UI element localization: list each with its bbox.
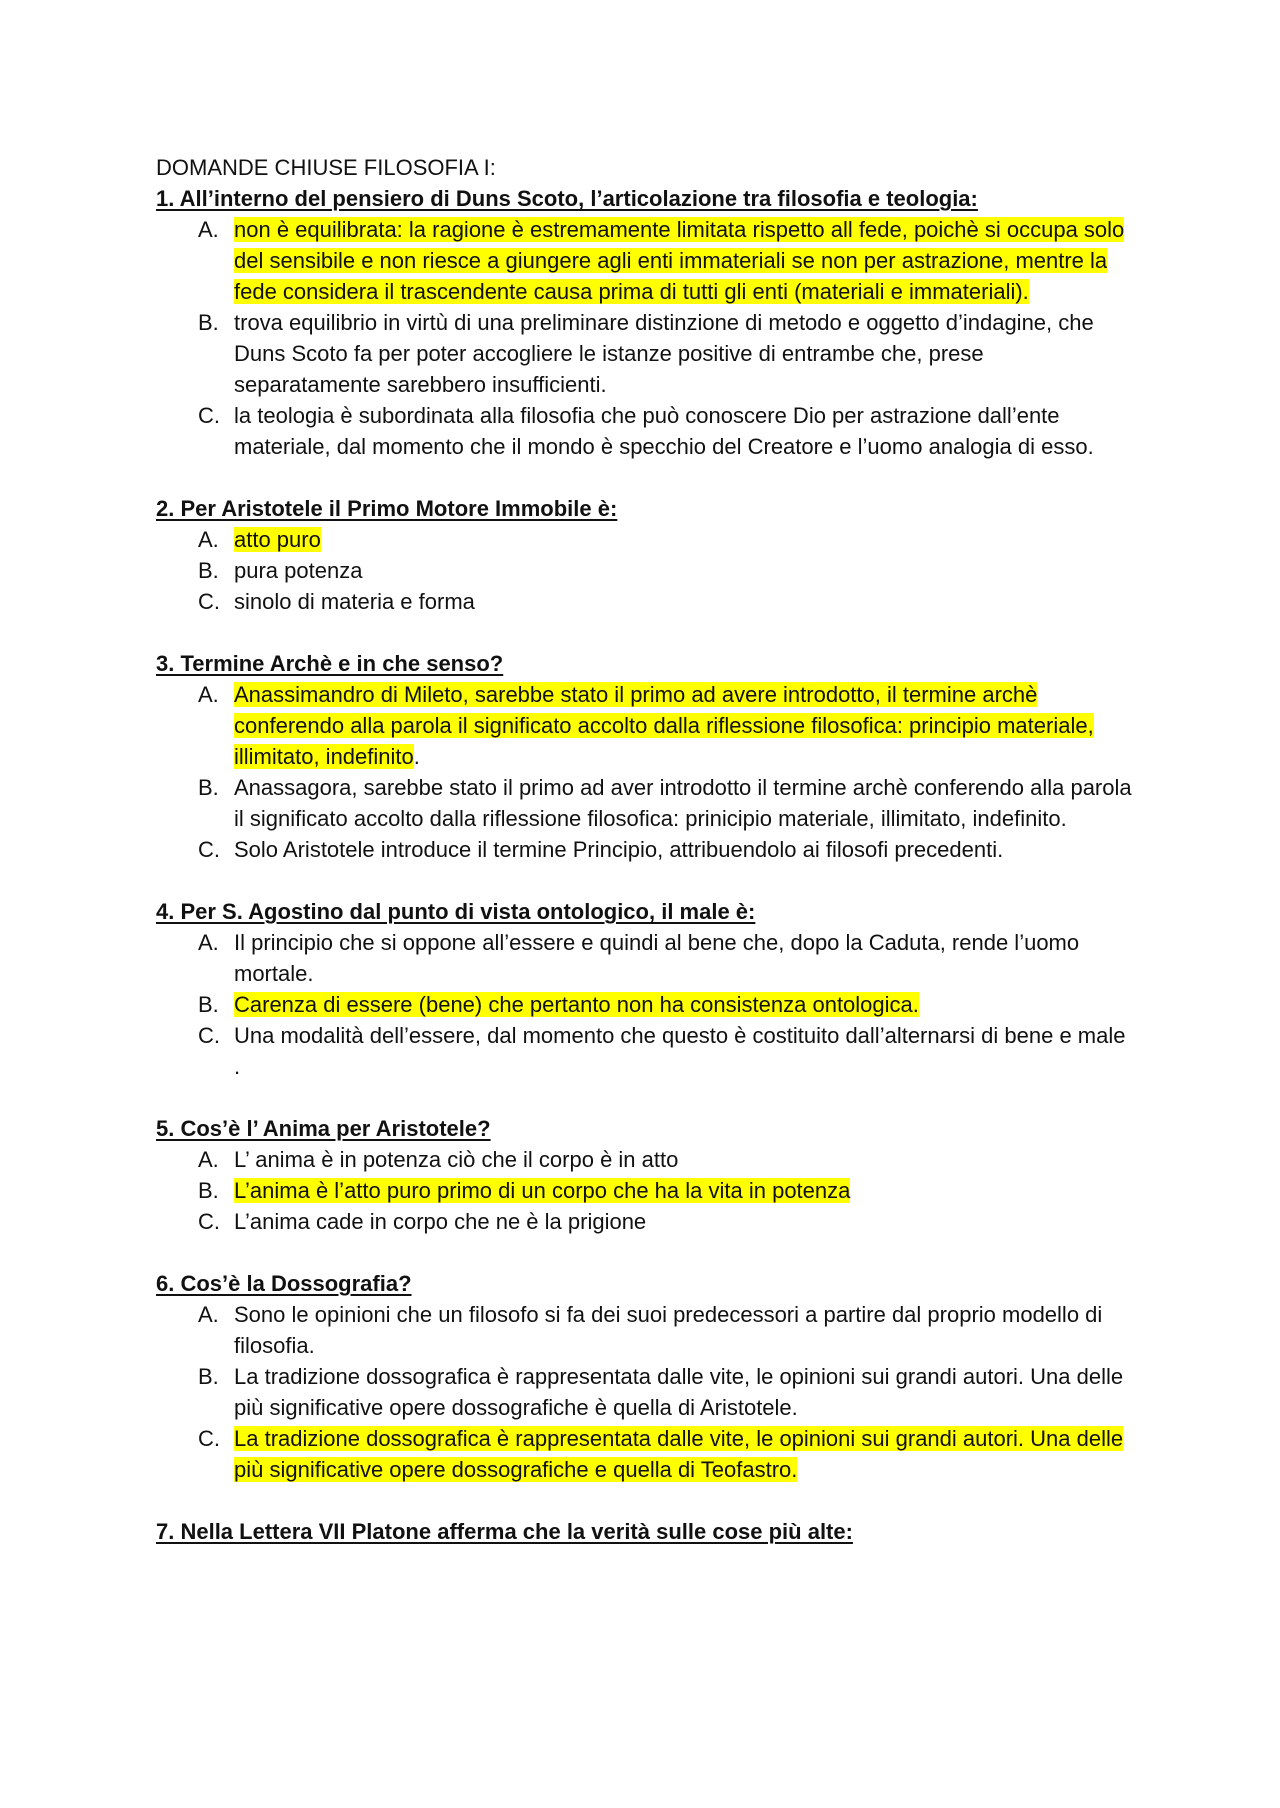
question-list bbox=[156, 183, 1136, 1547]
answer-option bbox=[156, 1206, 1136, 1237]
answer-option bbox=[156, 1144, 1136, 1175]
answer-option bbox=[156, 307, 1136, 400]
highlighted-answer: non è equilibrata: la ragione è estremamente limitata rispetto all fede, poichè si occupa solo del sensibile e non riesce a giungere agli enti immateriali se non per astrazione, mentre la fede considera il trascendente causa prima di tutti gli enti (materiali e immateriali). bbox=[234, 217, 1125, 304]
option-letter: A. bbox=[198, 930, 219, 955]
answer-option bbox=[156, 1299, 1136, 1361]
answer-option bbox=[156, 679, 1136, 772]
option-letter: B. bbox=[198, 992, 219, 1017]
option-letter: A. bbox=[198, 527, 219, 552]
answer-text: la teologia è subordinata alla filosofia che può conoscere Dio per astrazione dall’ente materiale, dal momento che il mondo è specchio del Creatore e l’uomo analogia di esso. bbox=[234, 403, 1094, 459]
question-title: 5. Cos’è l’ Anima per Aristotele? bbox=[156, 1116, 491, 1141]
option-letter: C. bbox=[198, 837, 220, 862]
question-title: 1. All’interno del pensiero di Duns Scoto, l’articolazione tra filosofia e teologia: bbox=[156, 186, 978, 211]
option-letter: B. bbox=[198, 775, 219, 800]
option-letter: A. bbox=[198, 1147, 219, 1172]
question-6 bbox=[156, 1268, 1136, 1485]
option-text bbox=[234, 1423, 1134, 1485]
answer-option bbox=[156, 400, 1136, 462]
option-letter: C. bbox=[198, 1023, 220, 1048]
option-text bbox=[234, 586, 1134, 617]
answer-text: La tradizione dossografica è rappresentata dalle vite, le opinioni sui grandi autori. Una delle più significative opere dossografiche è quella di Aristotele. bbox=[234, 1364, 1124, 1420]
option-text bbox=[234, 772, 1134, 834]
question-title: 4. Per S. Agostino dal punto di vista ontologico, il male è: bbox=[156, 899, 756, 924]
document-page bbox=[156, 152, 1136, 1547]
answer-option bbox=[156, 1361, 1136, 1423]
option-letter: C. bbox=[198, 1426, 220, 1451]
answer-text: Una modalità dell’essere, dal momento che questo è costituito dall’alternarsi di bene e male . bbox=[234, 1023, 1126, 1079]
answer-text: Il principio che si oppone all’essere e quindi al bene che, dopo la Caduta, rende l’uomo mortale. bbox=[234, 930, 1080, 986]
option-text bbox=[234, 307, 1134, 400]
option-letter: B. bbox=[198, 1364, 219, 1389]
option-letter: B. bbox=[198, 1178, 219, 1203]
question-2 bbox=[156, 493, 1136, 617]
question-4 bbox=[156, 896, 1136, 1082]
option-letter: A. bbox=[198, 682, 219, 707]
question-title: 6. Cos’è la Dossografia? bbox=[156, 1271, 412, 1296]
answer-options bbox=[156, 524, 1136, 617]
question-3 bbox=[156, 648, 1136, 865]
option-text bbox=[234, 1299, 1134, 1361]
answer-options bbox=[156, 927, 1136, 1082]
question-title: 7. Nella Lettera VII Platone afferma che la verità sulle cose più alte: bbox=[156, 1519, 853, 1544]
option-letter: A. bbox=[198, 1302, 219, 1327]
document-title: DOMANDE CHIUSE FILOSOFIA I: bbox=[156, 155, 496, 180]
question-title: 3. Termine Archè e in che senso? bbox=[156, 651, 504, 676]
answer-option bbox=[156, 927, 1136, 989]
answer-text: sinolo di materia e forma bbox=[234, 589, 475, 614]
option-text bbox=[234, 927, 1134, 989]
answer-text: Solo Aristotele introduce il termine Principio, attribuendolo ai filosofi precedenti. bbox=[234, 837, 1004, 862]
option-text bbox=[234, 834, 1134, 865]
highlighted-answer: Anassimandro di Mileto, sarebbe stato il primo ad avere introdotto, il termine archè conferendo alla parola il significato accolto dalla riflessione filosofica: principio materiale, illimitato, indefinito bbox=[234, 682, 1094, 769]
question-title: 2. Per Aristotele il Primo Motore Immobile è: bbox=[156, 496, 618, 521]
option-text bbox=[234, 555, 1134, 586]
answer-option bbox=[156, 772, 1136, 834]
option-text bbox=[234, 1361, 1134, 1423]
option-text bbox=[234, 1144, 1134, 1175]
answer-option bbox=[156, 989, 1136, 1020]
question-7 bbox=[156, 1516, 1136, 1547]
highlighted-answer: atto puro bbox=[234, 527, 321, 552]
answer-option bbox=[156, 214, 1136, 307]
highlighted-answer: La tradizione dossografica è rappresentata dalle vite, le opinioni sui grandi autori. Una delle più significative opere dossografiche e quella di Teofastro. bbox=[234, 1426, 1124, 1482]
answer-options bbox=[156, 214, 1136, 462]
option-letter: B. bbox=[198, 310, 219, 335]
option-letter: A. bbox=[198, 217, 219, 242]
option-text bbox=[234, 679, 1134, 772]
answer-text: trova equilibrio in virtù di una preliminare distinzione di metodo e oggetto d’indagine, che Duns Scoto fa per poter accogliere le istanze positive di entrambe che, prese separatamente sarebbero insufficienti. bbox=[234, 310, 1094, 397]
option-text bbox=[234, 524, 1134, 555]
answer-option bbox=[156, 555, 1136, 586]
answer-option bbox=[156, 524, 1136, 555]
highlighted-answer: L’anima è l’atto puro primo di un corpo che ha la vita in potenza bbox=[234, 1178, 851, 1203]
option-letter: B. bbox=[198, 558, 219, 583]
answer-options bbox=[156, 1299, 1136, 1485]
answer-option bbox=[156, 1175, 1136, 1206]
answer-text: Anassagora, sarebbe stato il primo ad aver introdotto il termine archè conferendo alla parola il significato accolto dalla riflessione filosofica: prinicipio materiale, illimitato, indefinito. bbox=[234, 775, 1132, 831]
question-1 bbox=[156, 183, 1136, 462]
answer-text: pura potenza bbox=[234, 558, 363, 583]
answer-option bbox=[156, 1020, 1136, 1082]
question-5 bbox=[156, 1113, 1136, 1237]
option-text bbox=[234, 214, 1134, 307]
answer-text: L’anima cade in corpo che ne è la prigione bbox=[234, 1209, 647, 1234]
option-text bbox=[234, 1020, 1134, 1082]
option-letter: C. bbox=[198, 403, 220, 428]
answer-options bbox=[156, 1144, 1136, 1237]
answer-text-rest: . bbox=[413, 744, 420, 769]
answer-option bbox=[156, 586, 1136, 617]
answer-options bbox=[156, 679, 1136, 865]
answer-text: Sono le opinioni che un filosofo si fa dei suoi predecessori a partire dal proprio modello di filosofia. bbox=[234, 1302, 1103, 1358]
highlighted-answer: Carenza di essere (bene) che pertanto non ha consistenza ontologica. bbox=[234, 992, 919, 1017]
option-letter: C. bbox=[198, 589, 220, 614]
option-text bbox=[234, 1175, 1134, 1206]
answer-option bbox=[156, 834, 1136, 865]
answer-option bbox=[156, 1423, 1136, 1485]
option-letter: C. bbox=[198, 1209, 220, 1234]
answer-text: L’ anima è in potenza ciò che il corpo è in atto bbox=[234, 1147, 679, 1172]
option-text bbox=[234, 1206, 1134, 1237]
option-text bbox=[234, 400, 1134, 462]
option-text bbox=[234, 989, 1134, 1020]
